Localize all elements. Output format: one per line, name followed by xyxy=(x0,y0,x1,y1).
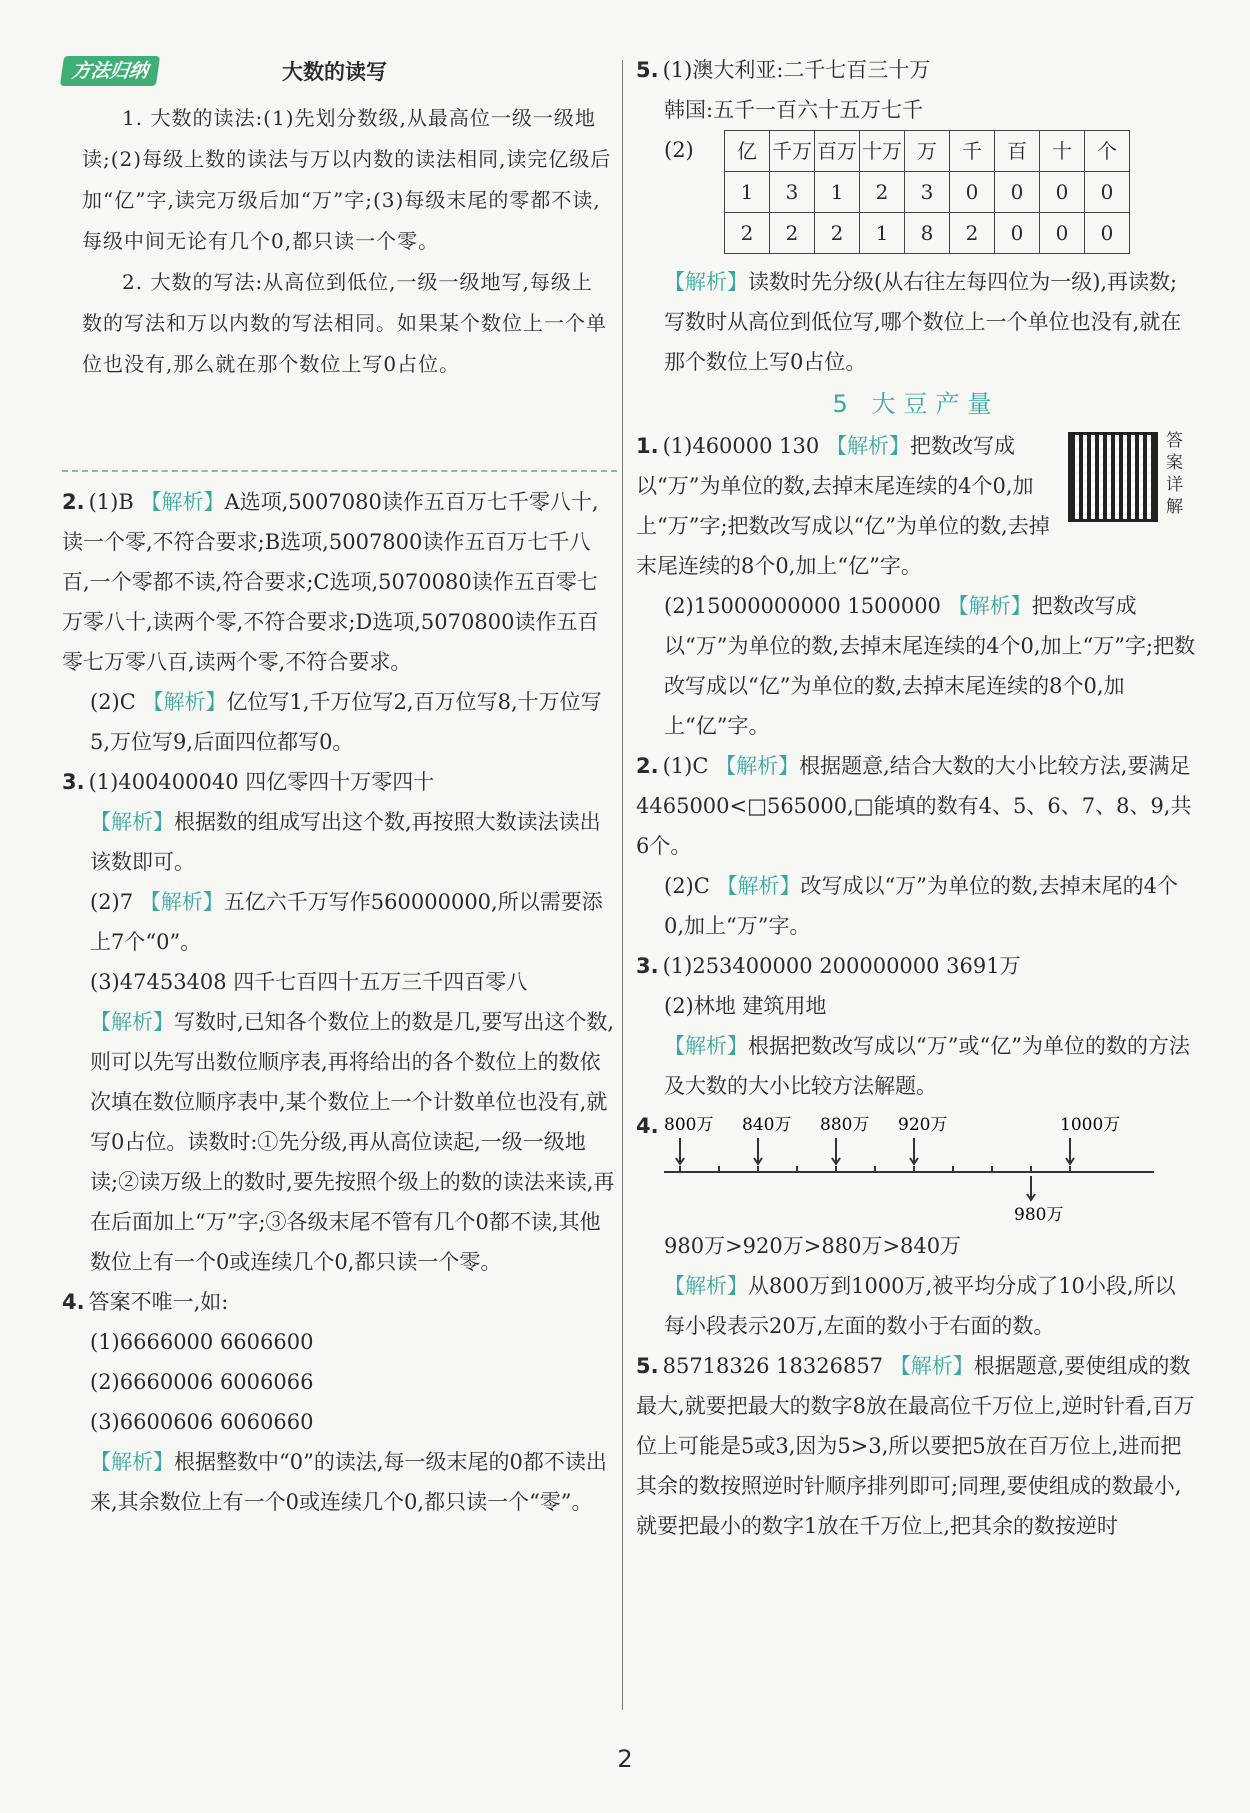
table-header-row xyxy=(725,131,1130,172)
answer: (3)6600606 6060660 xyxy=(90,1410,314,1434)
table-cell: 2 xyxy=(860,172,905,213)
table-cell: 2 xyxy=(770,213,815,254)
section-question-2 xyxy=(636,746,1196,946)
table-cell: 万 xyxy=(905,131,950,172)
analysis-text: 写数时,已知各个数位上的数是几,要写出这个数,则可以先写出数位顺序表,再将给出的各个数位上的数依次填在数位顺序表中,某个数位上一个计数单位也没有,就写0占位。读数时:①先分级,再从高位读起,一级一级地读;②读万级上的数时,要先按照个级上的数的读法来读,再在后面加上“万”字;③各级末尾不管有几个0都不读,其他数位上有一个0或连续几个0,都只读一个零。 xyxy=(90,1010,615,1274)
section-question-1 xyxy=(636,426,1196,746)
arrow-down-icon xyxy=(754,1138,762,1164)
analysis-tag: 【解析】 xyxy=(139,890,224,914)
arrow-down-icon xyxy=(832,1138,840,1164)
answer: (2)6660006 6006066 xyxy=(90,1370,314,1394)
question-number: 4. xyxy=(62,1290,85,1314)
table-cell: 1 xyxy=(860,213,905,254)
arrow-down-icon xyxy=(910,1138,918,1164)
number-line-label-bottom: 980万 xyxy=(1014,1205,1064,1225)
table-cell: 3 xyxy=(905,172,950,213)
left-column xyxy=(62,50,617,1522)
answer: (2)C xyxy=(664,874,710,898)
analysis-tag: 【解析】 xyxy=(90,1450,174,1474)
answer: (1)400400040 四亿零四十万零四十 xyxy=(88,770,435,794)
analysis-tag: 【解析】 xyxy=(947,594,1032,618)
column-divider xyxy=(622,60,623,1710)
table-cell: 个 xyxy=(1085,131,1130,172)
arrow-down-icon xyxy=(676,1138,684,1164)
analysis-text: 从800万到1000万,被平均分成了10小段,所以每小段表示20万,左面的数小于右面的数。 xyxy=(664,1274,1176,1338)
method-title: 大数的读写 xyxy=(282,60,387,84)
qr-code-icon[interactable] xyxy=(1068,432,1158,522)
page-number: 2 xyxy=(617,1745,633,1773)
table-row xyxy=(725,213,1130,254)
question-number: 3. xyxy=(62,770,85,794)
table-cell: 8 xyxy=(905,213,950,254)
table-cell: 0 xyxy=(1040,213,1085,254)
answer: (1)6666000 6606600 xyxy=(90,1330,314,1354)
analysis-text: 根据题意,要使组成的数最大,就要把最大的数字8放在最高位千万位上,逆时针看,百万位上可能是5或3,因为5>3,所以要把5放在百万位上,进而把其余的数按照逆时针顺序排列即可;同理,要使组成的数最小,就要把最小的数字1放在千万位上,把其余的数按逆时 xyxy=(636,1354,1195,1538)
answer: (1)澳大利亚:二千七百三十万 xyxy=(662,58,931,82)
analysis-tag: 【解析】 xyxy=(664,1274,748,1298)
table-cell: 1 xyxy=(815,172,860,213)
analysis-tag: 【解析】 xyxy=(889,1354,974,1378)
table-cell: 2 xyxy=(815,213,860,254)
table-cell: 0 xyxy=(1085,172,1130,213)
table-row xyxy=(725,172,1130,213)
method-summary-box xyxy=(62,50,617,472)
question-4 xyxy=(62,1282,617,1522)
table-cell: 0 xyxy=(995,172,1040,213)
section-question-5 xyxy=(636,1346,1196,1546)
answer: 答案不唯一,如: xyxy=(88,1290,229,1314)
answer: (1)B xyxy=(88,490,134,514)
method-paragraph: 2. 大数的写法:从高位到低位,一级一级地写,每级上数的写法和万以内数的写法相同。如果某个数位上一个单位也没有,那么就在那个数位上写0占位。 xyxy=(82,270,607,376)
answer: (1)C xyxy=(662,754,709,778)
analysis-tag: 【解析】 xyxy=(715,754,800,778)
answer: 980万>920万>880万>840万 xyxy=(664,1234,962,1258)
number-line-label: 800万 xyxy=(664,1115,714,1135)
table-cell: 百万 xyxy=(815,131,860,172)
section-question-3 xyxy=(636,946,1196,1106)
analysis-text: 根据题意,结合大数的大小比较方法,要满足4465000<□565000,□能填的数有4、5、6、7、8、9,共6个。 xyxy=(636,754,1192,858)
qr-label: 答案详解 xyxy=(1166,431,1183,517)
answer: 韩国:五千一百六十五万七千 xyxy=(664,98,924,122)
right-column xyxy=(636,50,1196,1546)
analysis-text: 读数时先分级(从右往左每四位为一级),再读数;写数时从高位到低位写,哪个数位上一个单位也没有,就在那个数位上写0占位。 xyxy=(664,270,1182,374)
answer: (2)15000000000 1500000 xyxy=(664,594,941,618)
question-number: 5. xyxy=(636,1354,659,1378)
question-number: 1. xyxy=(636,434,659,458)
place-value-table xyxy=(724,130,1130,254)
question-number: 4. xyxy=(636,1114,659,1138)
analysis-text: 把数改写成以“万”为单位的数,去掉末尾连续的4个0,加上“万”字;把数改写成以“亿”为单位的数,去掉末尾连续的8个0,加上“亿”字。 xyxy=(664,594,1196,738)
analysis-text: 根据整数中“0”的读法,每一级末尾的0都不读出来,其余数位上有一个0或连续几个0,都只读一个“零”。 xyxy=(90,1450,607,1514)
table-cell: 2 xyxy=(725,213,770,254)
answer: (1)253400000 200000000 3691万 xyxy=(662,954,1021,978)
table-cell: 十 xyxy=(1040,131,1085,172)
table-cell: 千 xyxy=(950,131,995,172)
analysis-tag: 【解析】 xyxy=(140,490,225,514)
number-line-label: 1000万 xyxy=(1060,1115,1121,1135)
question-5 xyxy=(636,50,1196,382)
analysis-text: 五亿六千万写作560000000,所以需要添上7个“0”。 xyxy=(90,890,603,954)
analysis-tag: 【解析】 xyxy=(825,434,910,458)
analysis-tag: 【解析】 xyxy=(716,874,801,898)
analysis-tag: 【解析】 xyxy=(664,270,748,294)
question-3 xyxy=(62,762,617,1282)
table-cell: 十万 xyxy=(860,131,905,172)
question-number: 2. xyxy=(636,754,659,778)
table-cell: 0 xyxy=(1040,172,1085,213)
analysis-tag: 【解析】 xyxy=(142,690,227,714)
table-cell: 0 xyxy=(950,172,995,213)
place-value-block xyxy=(636,130,1196,262)
table-cell: 千万 xyxy=(770,131,815,172)
number-line-label: 840万 xyxy=(742,1115,792,1135)
question-number: 3. xyxy=(636,954,659,978)
analysis-tag: 【解析】 xyxy=(90,1010,174,1034)
question-number: 2. xyxy=(62,490,85,514)
number-line-label: 920万 xyxy=(898,1115,948,1135)
analysis-text: 根据把数改写成以“万”或“亿”为单位的数的方法及大数的大小比较方法解题。 xyxy=(664,1034,1190,1098)
number-line-label: 880万 xyxy=(820,1115,870,1135)
section-title: 5 大豆产量 xyxy=(832,390,1000,418)
analysis-text: 亿位写1,千万位写2,百万位写8,十万位写5,万位写9,后面四位都写0。 xyxy=(90,690,602,754)
method-paragraph: 1. 大数的读法:(1)先划分数级,从最高位一级一级地读;(2)每级上数的读法与万以内数的读法相同,读完亿级后加“亿”字,读完万级后加“万”字;(3)每级末尾的零都不读,每级中间无论有几个0,都只读一个零。 xyxy=(82,106,612,253)
analysis-text: 根据数的组成写出这个数,再按照大数读法读出该数即可。 xyxy=(90,810,601,874)
analysis-tag: 【解析】 xyxy=(90,810,174,834)
table-cell: 2 xyxy=(950,213,995,254)
table-cell: 3 xyxy=(770,172,815,213)
answer: (2)林地 建筑用地 xyxy=(664,994,827,1018)
answer: (2) xyxy=(664,138,694,162)
answer: (3)47453408 四千七百四十五万三千四百零八 xyxy=(90,970,528,994)
answer: (2)C xyxy=(90,690,136,714)
method-body xyxy=(82,98,612,385)
table-cell: 1 xyxy=(725,172,770,213)
arrow-down-icon xyxy=(1027,1176,1035,1200)
answer: (1)460000 130 xyxy=(662,434,820,458)
table-cell: 亿 xyxy=(725,131,770,172)
arrow-down-icon xyxy=(1066,1138,1074,1164)
section-question-4 xyxy=(636,1106,1196,1346)
analysis-text: 把数改写成以“万”为单位的数,去掉末尾连续的4个0,加上“万”字;把数改写成以“亿”为单位的数,去掉末尾连续的8个0,加上“亿”字。 xyxy=(636,434,1050,578)
number-line xyxy=(664,1106,1184,1226)
table-cell: 0 xyxy=(1085,213,1130,254)
question-number: 5. xyxy=(636,58,659,82)
analysis-text: A选项,5007080读作五百万七千零八十,读一个零,不符合要求;B选项,5007800读作五百万七千八百,一个零都不读,符合要求;C选项,5070080读作五百零七万零八十,读两个零,不符合要求;D选项,5070800读作五百零七万零八百,读两个零,不符合要求。 xyxy=(62,490,599,674)
table-cell: 0 xyxy=(995,213,1040,254)
answer: 85718326 18326857 xyxy=(662,1354,884,1378)
method-badge: 方法归纳 xyxy=(60,56,160,86)
question-2 xyxy=(62,482,617,762)
answer: (2)7 xyxy=(90,890,134,914)
analysis-text: 改写成以“万”为单位的数,去掉末尾的4个0,加上“万”字。 xyxy=(664,874,1179,938)
analysis-tag: 【解析】 xyxy=(664,1034,748,1058)
table-cell: 百 xyxy=(995,131,1040,172)
